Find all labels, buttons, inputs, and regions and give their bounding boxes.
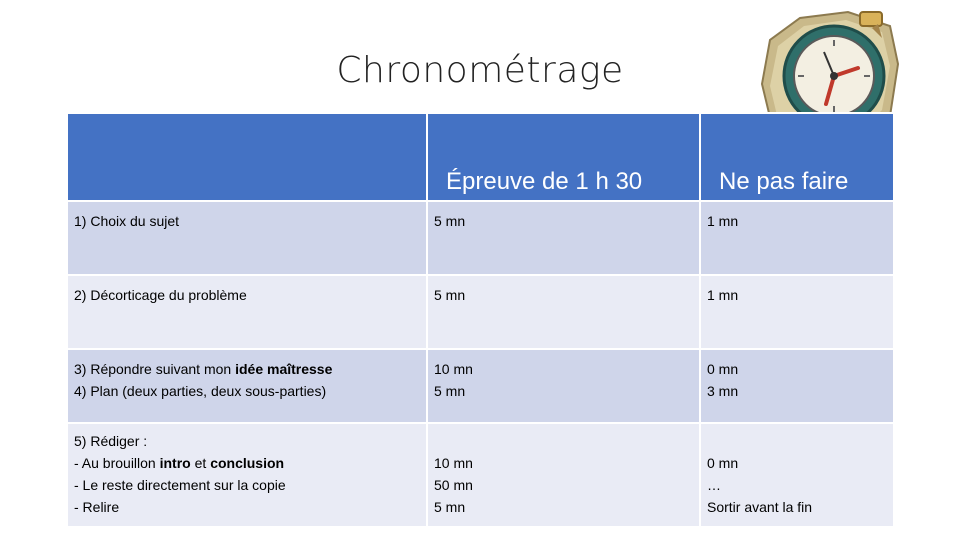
ne-pas-faire-value: 1 mn [707,287,739,303]
epreuve-value: 50 mn [434,477,473,493]
table-header-row [67,113,894,201]
epreuve-value: 5 mn [434,287,466,303]
table-row [67,423,894,527]
ne-pas-faire-value [707,430,887,452]
slide-title: Chronométrage [336,50,624,91]
epreuve-cell [427,275,700,349]
ne-pas-faire-value: … [707,477,721,493]
table-row [67,275,894,349]
ne-pas-faire-value: 3 mn [707,383,739,399]
step-cell [67,275,427,349]
epreuve-value: 5 mn [434,213,466,229]
step-text: 5) Rédiger : [74,433,148,449]
step-text: - Le reste directement sur la copie [74,477,286,493]
header-epreuve: Épreuve de 1 h 30 [427,113,700,201]
ne-pas-faire-value: 1 mn [707,213,739,229]
ne-pas-faire-value: Sortir avant la fin [707,499,813,515]
table-row [67,201,894,275]
step-text: 3) Répondre suivant mon idée maîtresse [74,361,333,377]
epreuve-value: 10 mn [434,455,473,471]
step-text: - Au brouillon intro et conclusion [74,455,285,471]
epreuve-value: 10 mn [434,361,473,377]
step-text: 2) Décorticage du problème [74,287,247,303]
epreuve-value: 5 mn [434,499,466,515]
step-text: 4) Plan (deux parties, deux sous-parties) [74,383,327,399]
ne-pas-faire-value: 0 mn [707,455,739,471]
step-cell [67,423,427,527]
epreuve-cell [427,201,700,275]
emphasis-text: conclusion [210,455,285,471]
header-cell-empty [67,113,427,201]
emphasis-text: intro [159,455,191,471]
ne-pas-faire-value: 0 mn [707,361,739,377]
emphasis-text: idée maîtresse [235,361,333,377]
header-ne-pas-faire: Ne pas faire [700,113,894,201]
epreuve-value [434,430,693,452]
timing-table [66,112,895,528]
ne-pas-faire-cell [700,423,894,527]
ne-pas-faire-cell [700,349,894,423]
ne-pas-faire-cell [700,201,894,275]
epreuve-cell [427,349,700,423]
step-text: 1) Choix du sujet [74,213,180,229]
step-cell [67,349,427,423]
step-text: - Relire [74,499,120,515]
epreuve-value: 5 mn [434,383,466,399]
epreuve-cell [427,423,700,527]
table-row [67,349,894,423]
step-cell [67,201,427,275]
ne-pas-faire-cell [700,275,894,349]
